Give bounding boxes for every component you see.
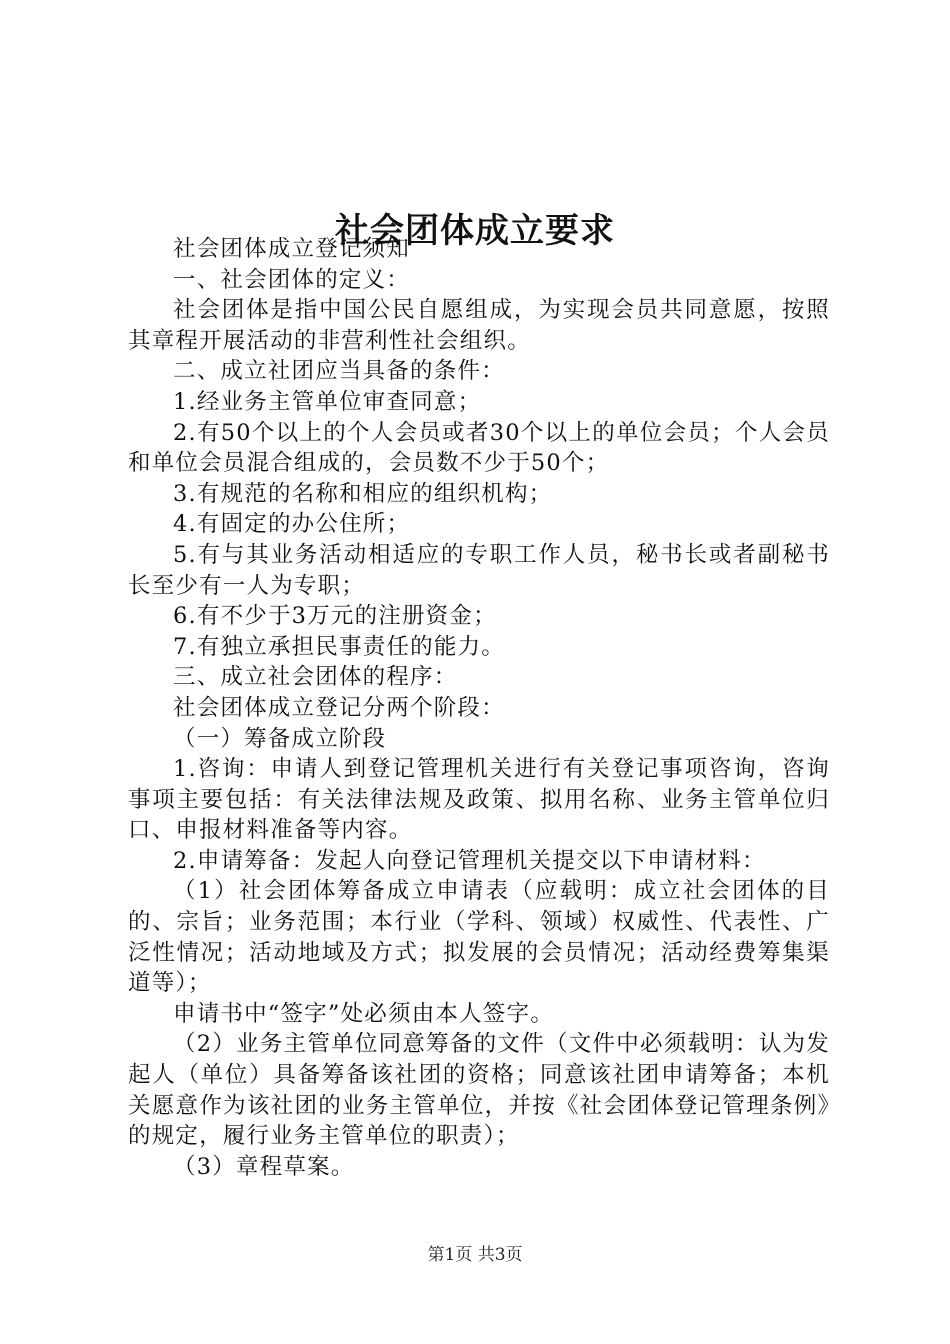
list-item: （2）业务主管单位同意筹备的文件（文件中必须载明：认为发起人（单位）具备筹备该社团的资格；同意该社团申请筹备；本机关愿意作为该社团的业务主管单位，并按《社会团体登记管理条例》的规定，履行业务主管单位的职责）； bbox=[128, 1031, 830, 1150]
section-heading: 三、成立社会团体的程序： bbox=[173, 664, 458, 691]
document-body bbox=[128, 234, 830, 1182]
subsection-heading: （一）筹备成立阶段 bbox=[173, 725, 387, 752]
list-item: 1.咨询：申请人到登记管理机关进行有关登记事项咨询，咨询事项主要包括：有关法律法规及政策、拟用名称、业务主管单位归口、申报材料准备等内容。 bbox=[128, 756, 830, 844]
paragraph: 申请书中“签字”处必须由本人签字。 bbox=[173, 1000, 554, 1027]
list-item: 6.有不少于3万元的注册资金； bbox=[173, 603, 497, 630]
list-item: 4.有固定的办公住所； bbox=[173, 511, 411, 538]
list-item: 3.有规范的名称和相应的组织机构； bbox=[173, 480, 553, 507]
list-item: （1）社会团体筹备成立申请表（应载明：成立社会团体的目的、宗旨；业务范围；本行业（学科、领域）权威性、代表性、广泛性情况；活动地域及方式；拟发展的会员情况；活动经费筹集渠道等）； bbox=[128, 878, 830, 997]
section-heading: 二、成立社团应当具备的条件： bbox=[173, 358, 505, 385]
list-item: 2.申请筹备：发起人向登记管理机关提交以下申请材料： bbox=[173, 847, 766, 874]
page-footer: 第1页 共3页 bbox=[427, 1245, 523, 1265]
paragraph: 社会团体成立登记须知 bbox=[173, 236, 411, 262]
document-title: 社会团体成立要求 bbox=[335, 210, 615, 251]
list-item: 7.有独立承担民事责任的能力。 bbox=[173, 633, 505, 660]
paragraph: 社会团体成立登记分两个阶段： bbox=[173, 694, 505, 721]
section-heading: 一、社会团体的定义： bbox=[173, 266, 411, 293]
list-item: 1.经业务主管单位审查同意； bbox=[173, 388, 482, 415]
paragraph: 社会团体是指中国公民自愿组成，为实现会员共同意愿，按照其章程开展活动的非营利性社会组织。 bbox=[128, 297, 830, 354]
list-item: （3）章程草案。 bbox=[173, 1153, 355, 1180]
list-item: 2.有50个以上的个人会员或者30个以上的单位会员；个人会员和单位会员混合组成的，会员数不少于50个； bbox=[128, 419, 830, 477]
list-item: 5.有与其业务活动相适应的专职工作人员，秘书长或者副秘书长至少有一人为专职； bbox=[128, 541, 830, 599]
